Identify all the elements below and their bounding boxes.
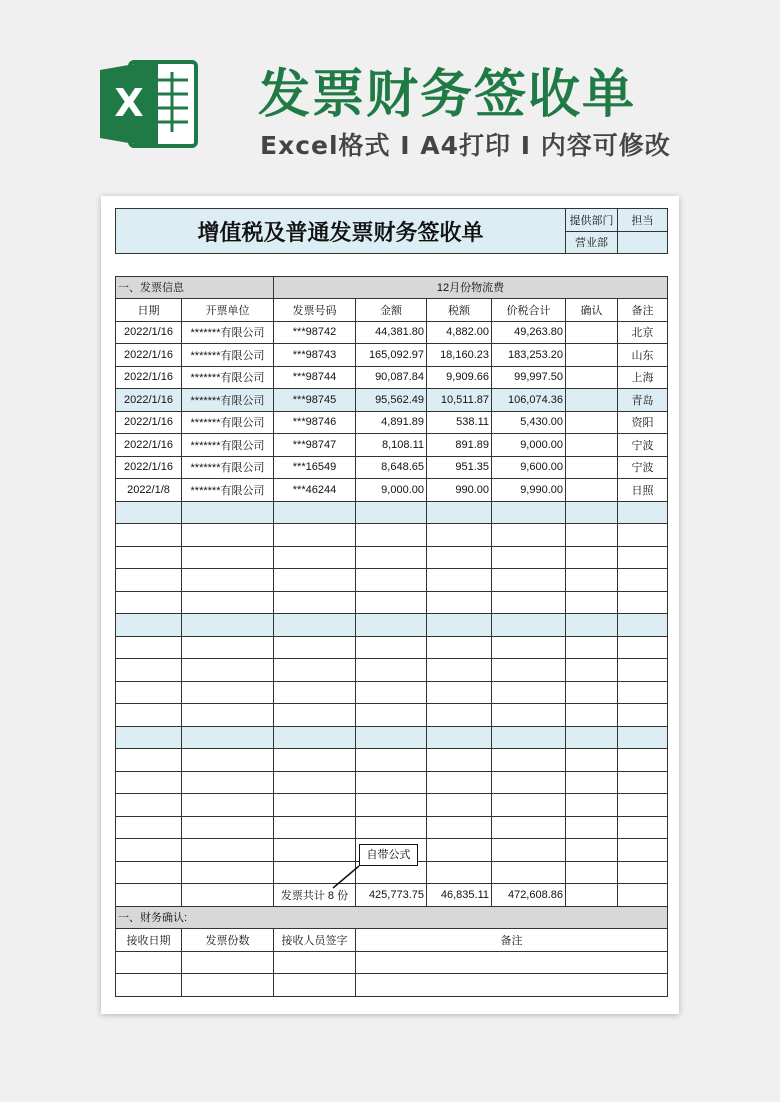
cell-date[interactable]: 2022/1/16 bbox=[116, 411, 182, 434]
confirm-header-row bbox=[116, 929, 668, 952]
empty-row bbox=[116, 524, 668, 547]
spacer bbox=[116, 254, 668, 277]
confirm-remark-cell[interactable] bbox=[356, 974, 668, 997]
dept-value[interactable]: 营业部 bbox=[566, 231, 618, 254]
cell-company[interactable]: *******有限公司 bbox=[182, 389, 274, 412]
cell-remark[interactable]: 宁波 bbox=[618, 456, 668, 479]
cell-date[interactable]: 2022/1/16 bbox=[116, 321, 182, 344]
cell-amount[interactable]: 44,381.80 bbox=[356, 321, 427, 344]
cell-total[interactable]: 106,074.36 bbox=[492, 389, 566, 412]
cell-total[interactable]: 99,997.50 bbox=[492, 366, 566, 389]
empty-row bbox=[116, 704, 668, 727]
cell-date[interactable]: 2022/1/16 bbox=[116, 434, 182, 457]
cell-total[interactable]: 9,000.00 bbox=[492, 434, 566, 457]
empty-row bbox=[116, 501, 668, 524]
cell-amount[interactable]: 8,648.65 bbox=[356, 456, 427, 479]
empty-row bbox=[116, 749, 668, 772]
cell-remark[interactable]: 北京 bbox=[618, 321, 668, 344]
cell-remark[interactable]: 日照 bbox=[618, 479, 668, 502]
cell-number[interactable]: ***16549 bbox=[274, 456, 356, 479]
table-row bbox=[116, 411, 668, 434]
empty-row bbox=[116, 659, 668, 682]
cell-total[interactable]: 9,990.00 bbox=[492, 479, 566, 502]
form-title: 增值税及普通发票财务签收单 bbox=[116, 209, 566, 254]
empty-row bbox=[116, 614, 668, 637]
cell-total[interactable]: 9,600.00 bbox=[492, 456, 566, 479]
cell-date[interactable]: 2022/1/8 bbox=[116, 479, 182, 502]
cell-remark[interactable]: 资阳 bbox=[618, 411, 668, 434]
cell-number[interactable]: ***98746 bbox=[274, 411, 356, 434]
cell-company[interactable]: *******有限公司 bbox=[182, 479, 274, 502]
cell-remark[interactable]: 宁波 bbox=[618, 434, 668, 457]
empty-row bbox=[116, 794, 668, 817]
cell-date[interactable]: 2022/1/16 bbox=[116, 389, 182, 412]
empty-row bbox=[116, 681, 668, 704]
column-header: 接收人员签字 bbox=[274, 929, 356, 952]
cell-confirm[interactable] bbox=[566, 389, 618, 412]
table-row bbox=[116, 479, 668, 502]
table-row bbox=[116, 344, 668, 367]
column-header: 开票单位 bbox=[182, 299, 274, 322]
signature-cell[interactable] bbox=[274, 951, 356, 974]
cell-date[interactable]: 2022/1/16 bbox=[116, 456, 182, 479]
banner-title: 发票财务签收单 bbox=[258, 65, 637, 125]
excel-logo-icon bbox=[100, 56, 200, 152]
column-header: 确认 bbox=[566, 299, 618, 322]
total-tax: 46,835.11 bbox=[427, 884, 492, 907]
cell-amount[interactable]: 90,087.84 bbox=[356, 366, 427, 389]
column-header: 发票份数 bbox=[182, 929, 274, 952]
cell-confirm[interactable] bbox=[566, 321, 618, 344]
cell-company[interactable]: *******有限公司 bbox=[182, 411, 274, 434]
total-amount: 425,773.75 bbox=[356, 884, 427, 907]
cell-remark[interactable]: 青岛 bbox=[618, 389, 668, 412]
cell-amount[interactable]: 95,562.49 bbox=[356, 389, 427, 412]
table-row bbox=[116, 456, 668, 479]
cell-tax[interactable]: 990.00 bbox=[427, 479, 492, 502]
cell-tax[interactable]: 18,160.23 bbox=[427, 344, 492, 367]
receipt-table bbox=[115, 208, 668, 997]
cell-number[interactable]: ***46244 bbox=[274, 479, 356, 502]
cell-company[interactable]: *******有限公司 bbox=[182, 434, 274, 457]
receive-date-cell[interactable] bbox=[116, 974, 182, 997]
column-header: 日期 bbox=[116, 299, 182, 322]
section-invoice-info: 一、发票信息 bbox=[116, 276, 274, 299]
invoice-count-cell[interactable] bbox=[182, 974, 274, 997]
column-header: 备注 bbox=[618, 299, 668, 322]
column-header: 发票号码 bbox=[274, 299, 356, 322]
cell-company[interactable]: *******有限公司 bbox=[182, 366, 274, 389]
owner-label: 担当 bbox=[618, 209, 668, 232]
cell-confirm[interactable] bbox=[566, 344, 618, 367]
empty-row bbox=[116, 569, 668, 592]
cell-tax[interactable]: 538.11 bbox=[427, 411, 492, 434]
table-row bbox=[116, 389, 668, 412]
cell-amount[interactable]: 9,000.00 bbox=[356, 479, 427, 502]
column-header: 税额 bbox=[427, 299, 492, 322]
confirm-remark-cell[interactable] bbox=[356, 951, 668, 974]
cell-company[interactable]: *******有限公司 bbox=[182, 344, 274, 367]
cell-company[interactable]: *******有限公司 bbox=[182, 321, 274, 344]
cell-total[interactable]: 183,253.20 bbox=[492, 344, 566, 367]
empty-row bbox=[116, 591, 668, 614]
cell-remark[interactable]: 山东 bbox=[618, 344, 668, 367]
cell-tax[interactable]: 951.35 bbox=[427, 456, 492, 479]
owner-value[interactable] bbox=[618, 231, 668, 254]
cell-number[interactable]: ***98743 bbox=[274, 344, 356, 367]
column-header: 备注 bbox=[356, 929, 668, 952]
cell-amount[interactable]: 4,891.89 bbox=[356, 411, 427, 434]
month-label: 12月份物流费 bbox=[274, 276, 668, 299]
cell-confirm[interactable] bbox=[566, 411, 618, 434]
dept-label: 提供部门 bbox=[566, 209, 618, 232]
cell-number[interactable]: ***98744 bbox=[274, 366, 356, 389]
cell-amount[interactable]: 8,108.11 bbox=[356, 434, 427, 457]
column-header-row bbox=[116, 299, 668, 322]
cell-total[interactable]: 5,430.00 bbox=[492, 411, 566, 434]
formula-note-callout: 自带公式 bbox=[359, 844, 418, 866]
cell-total[interactable]: 49,263.80 bbox=[492, 321, 566, 344]
cell-number[interactable]: ***98742 bbox=[274, 321, 356, 344]
cell-number[interactable]: ***98745 bbox=[274, 389, 356, 412]
cell-company[interactable]: *******有限公司 bbox=[182, 456, 274, 479]
table-row bbox=[116, 366, 668, 389]
signature-cell[interactable] bbox=[274, 974, 356, 997]
confirm-row bbox=[116, 974, 668, 997]
total-count-label: 发票共计 8 份 bbox=[274, 884, 356, 907]
cell-confirm[interactable] bbox=[566, 456, 618, 479]
cell-tax[interactable]: 4,882.00 bbox=[427, 321, 492, 344]
banner-subtitle: Excel格式 I A4打印 I 内容可修改 bbox=[260, 131, 671, 160]
banner bbox=[0, 0, 780, 190]
table-row bbox=[116, 321, 668, 344]
cell-remark[interactable]: 上海 bbox=[618, 366, 668, 389]
cell-tax[interactable]: 891.89 bbox=[427, 434, 492, 457]
invoice-count-cell[interactable] bbox=[182, 951, 274, 974]
cell-confirm[interactable] bbox=[566, 479, 618, 502]
confirm-row bbox=[116, 951, 668, 974]
cell-confirm[interactable] bbox=[566, 434, 618, 457]
totals-row bbox=[116, 884, 668, 907]
receive-date-cell[interactable] bbox=[116, 951, 182, 974]
column-header: 价税合计 bbox=[492, 299, 566, 322]
cell-confirm[interactable] bbox=[566, 366, 618, 389]
column-header: 接收日期 bbox=[116, 929, 182, 952]
logo-letter: X bbox=[114, 81, 144, 125]
empty-row bbox=[116, 726, 668, 749]
empty-row bbox=[116, 636, 668, 659]
cell-tax[interactable]: 9,909.66 bbox=[427, 366, 492, 389]
total-sum: 472,608.86 bbox=[492, 884, 566, 907]
column-header: 金额 bbox=[356, 299, 427, 322]
table-row bbox=[116, 434, 668, 457]
empty-row bbox=[116, 816, 668, 839]
cell-number[interactable]: ***98747 bbox=[274, 434, 356, 457]
empty-row bbox=[116, 771, 668, 794]
section-finance-confirm: 一、财务确认: bbox=[116, 906, 668, 929]
cell-tax[interactable]: 10,511.87 bbox=[427, 389, 492, 412]
spreadsheet-page bbox=[101, 196, 679, 1014]
empty-row bbox=[116, 546, 668, 569]
cell-amount[interactable]: 165,092.97 bbox=[356, 344, 427, 367]
cell-date[interactable]: 2022/1/16 bbox=[116, 344, 182, 367]
cell-date[interactable]: 2022/1/16 bbox=[116, 366, 182, 389]
